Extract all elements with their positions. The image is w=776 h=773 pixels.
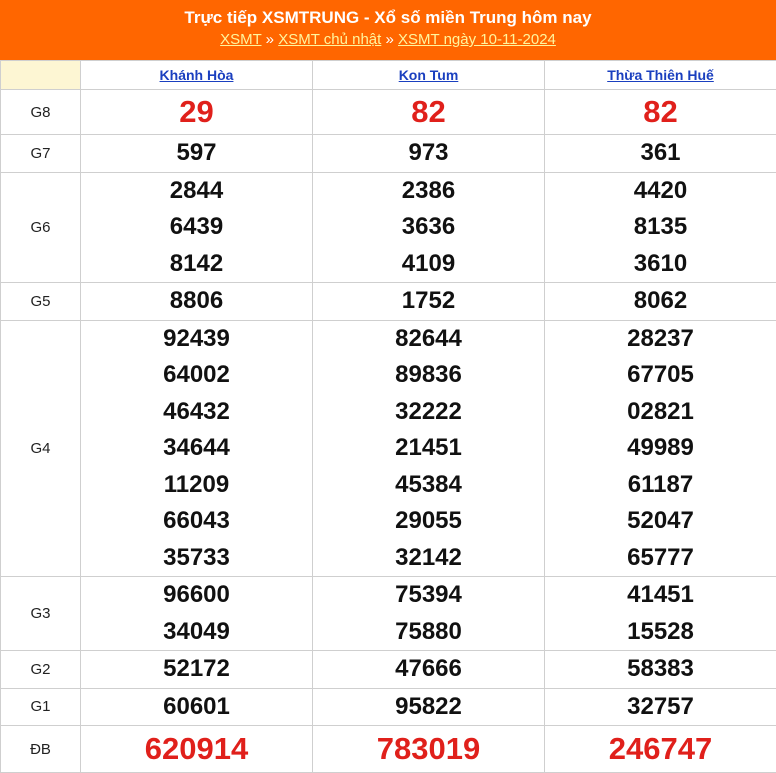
- result-cell: [81, 172, 313, 283]
- result-number: 4109: [313, 246, 544, 283]
- result-number: 58383: [545, 651, 776, 688]
- result-cell: [545, 90, 776, 135]
- results-body: [1, 90, 776, 773]
- result-number: 89836: [313, 357, 544, 394]
- breadcrumb-link-xsmt[interactable]: XSMT: [220, 31, 261, 48]
- prize-label: G2: [1, 651, 81, 689]
- page-title: Trực tiếp XSMTRUNG - Xổ số miền Trung hôm nay: [0, 7, 776, 29]
- prize-row: [1, 283, 776, 321]
- prize-row: [1, 726, 776, 773]
- result-number: 34049: [81, 614, 312, 651]
- prize-label: G8: [1, 90, 81, 135]
- result-number: 61187: [545, 467, 776, 504]
- prize-row: [1, 320, 776, 577]
- province-header: [545, 61, 776, 90]
- lottery-results-table: [0, 60, 776, 773]
- result-number: 82644: [313, 321, 544, 358]
- results-header: [0, 0, 776, 60]
- result-number: 28237: [545, 321, 776, 358]
- result-cell: [81, 135, 313, 173]
- result-cell: [313, 172, 545, 283]
- result-number: 11209: [81, 467, 312, 504]
- result-cell: [313, 135, 545, 173]
- prize-row: [1, 172, 776, 283]
- prize-row: [1, 135, 776, 173]
- result-number: 1752: [313, 283, 544, 320]
- result-cell: [545, 688, 776, 726]
- breadcrumb-separator: »: [381, 31, 398, 48]
- result-number: 3636: [313, 209, 544, 246]
- result-number: 32757: [545, 689, 776, 726]
- prize-label: G5: [1, 283, 81, 321]
- result-number: 64002: [81, 357, 312, 394]
- result-cell: [545, 577, 776, 651]
- result-number: 361: [545, 135, 776, 172]
- prize-label: ĐB: [1, 726, 81, 773]
- result-cell: [545, 135, 776, 173]
- result-cell: [81, 320, 313, 577]
- result-cell: [313, 651, 545, 689]
- result-number: 96600: [81, 577, 312, 614]
- prize-label: G7: [1, 135, 81, 173]
- result-number: 32222: [313, 394, 544, 431]
- result-number: 2386: [313, 173, 544, 210]
- result-number: 82: [313, 94, 544, 131]
- result-number: 6439: [81, 209, 312, 246]
- result-number: 75880: [313, 614, 544, 651]
- result-cell: [313, 577, 545, 651]
- result-number: 597: [81, 135, 312, 172]
- result-cell: [313, 283, 545, 321]
- result-number: 41451: [545, 577, 776, 614]
- result-number: 46432: [81, 394, 312, 431]
- province-link-thua-thien-hue[interactable]: Thừa Thiên Huế: [607, 67, 714, 83]
- result-cell: [81, 577, 313, 651]
- result-number: 02821: [545, 394, 776, 431]
- result-number: 66043: [81, 503, 312, 540]
- province-header-row: [1, 61, 776, 90]
- prize-row: [1, 651, 776, 689]
- result-cell: [545, 320, 776, 577]
- result-number: 92439: [81, 321, 312, 358]
- result-number: 29055: [313, 503, 544, 540]
- breadcrumb-link-xsmt-sunday[interactable]: XSMT chủ nhật: [278, 31, 381, 48]
- breadcrumb: [0, 29, 776, 51]
- breadcrumb-link-xsmt-date[interactable]: XSMT ngày 10-11-2024: [398, 31, 556, 48]
- province-header: [81, 61, 313, 90]
- province-link-kon-tum[interactable]: Kon Tum: [399, 67, 459, 83]
- result-number: 8062: [545, 283, 776, 320]
- result-cell: [81, 651, 313, 689]
- result-number: 246747: [545, 731, 776, 768]
- result-cell: [81, 90, 313, 135]
- result-number: 52172: [81, 651, 312, 688]
- result-number: 82: [545, 94, 776, 131]
- result-number: 29: [81, 94, 312, 131]
- result-cell: [81, 688, 313, 726]
- result-cell: [313, 320, 545, 577]
- result-number: 32142: [313, 540, 544, 577]
- result-cell: [313, 688, 545, 726]
- result-number: 45384: [313, 467, 544, 504]
- result-number: 21451: [313, 430, 544, 467]
- result-cell: [313, 726, 545, 773]
- result-number: 2844: [81, 173, 312, 210]
- result-number: 783019: [313, 731, 544, 768]
- breadcrumb-separator: »: [262, 31, 279, 48]
- result-number: 47666: [313, 651, 544, 688]
- prize-label: G3: [1, 577, 81, 651]
- result-number: 65777: [545, 540, 776, 577]
- result-number: 49989: [545, 430, 776, 467]
- result-number: 75394: [313, 577, 544, 614]
- result-number: 35733: [81, 540, 312, 577]
- result-number: 3610: [545, 246, 776, 283]
- result-cell: [545, 726, 776, 773]
- prize-row: [1, 688, 776, 726]
- prize-row: [1, 90, 776, 135]
- result-cell: [545, 172, 776, 283]
- result-number: 60601: [81, 689, 312, 726]
- result-number: 973: [313, 135, 544, 172]
- result-cell: [81, 283, 313, 321]
- result-number: 620914: [81, 731, 312, 768]
- result-cell: [545, 651, 776, 689]
- prize-label: G6: [1, 172, 81, 283]
- result-number: 8142: [81, 246, 312, 283]
- prize-label: G1: [1, 688, 81, 726]
- province-link-khanh-hoa[interactable]: Khánh Hòa: [160, 67, 234, 83]
- result-cell: [81, 726, 313, 773]
- result-number: 8806: [81, 283, 312, 320]
- result-number: 34644: [81, 430, 312, 467]
- prize-row: [1, 577, 776, 651]
- result-number: 4420: [545, 173, 776, 210]
- result-cell: [313, 90, 545, 135]
- result-cell: [545, 283, 776, 321]
- result-number: 52047: [545, 503, 776, 540]
- result-number: 15528: [545, 614, 776, 651]
- province-header: [313, 61, 545, 90]
- result-number: 8135: [545, 209, 776, 246]
- result-number: 67705: [545, 357, 776, 394]
- prize-label: G4: [1, 320, 81, 577]
- prize-column-header: [1, 61, 81, 90]
- result-number: 95822: [313, 689, 544, 726]
